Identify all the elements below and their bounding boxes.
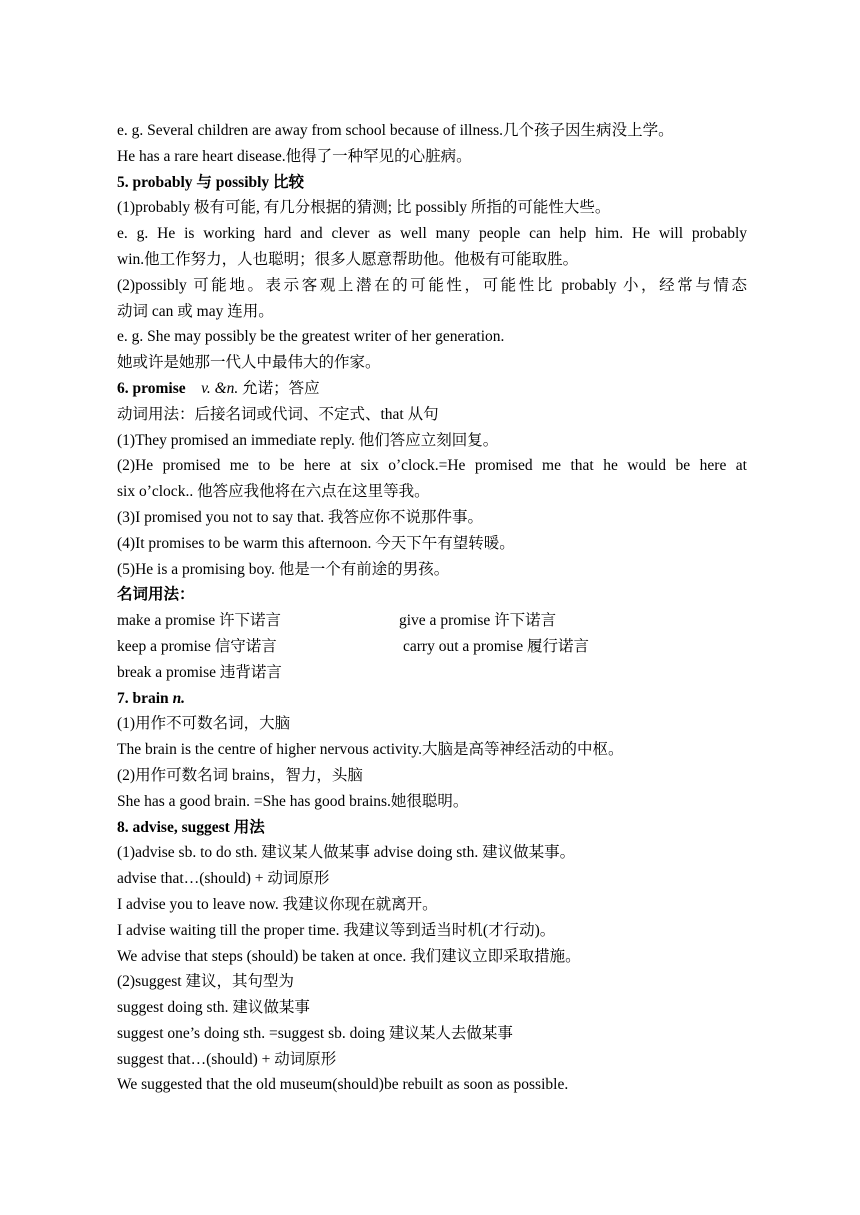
example-line: e. g. He is working hard and clever as well many people can help him. He will probably: [117, 225, 747, 243]
heading-word: 7. brain: [117, 689, 169, 707]
usage-line: suggest that…(should) + 动词原形: [117, 1050, 337, 1068]
definition-line: 动词 can 或 may 连用。: [117, 302, 274, 320]
section-heading-advise-suggest: 8. advise, suggest 用法: [117, 818, 265, 836]
example-line: (2)He promised me to be here at six o’clock.=He promised me that he would be here at: [117, 457, 747, 475]
heading-meaning: 允诺；答应: [242, 379, 320, 397]
usage-line: suggest one’s doing sth. =suggest sb. doing 建议某人去做某事: [117, 1024, 513, 1042]
section-heading-promise: [117, 376, 747, 402]
usage-line: (1)advise sb. to do sth. 建议某人做某事 advise doing sth. 建议做某事。: [117, 844, 576, 862]
example-line: I advise waiting till the proper time. 我建议等到适当时机(才行动)。: [117, 921, 556, 939]
example-line: e. g. Several children are away from school because of illness.几个孩子因生病没上学。: [117, 122, 674, 139]
example-line: e. g. She may possibly be the greatest writer of her generation.: [117, 328, 505, 346]
heading-word: 6. promise: [117, 379, 186, 397]
example-line: He has a rare heart disease.他得了一种罕见的心脏病。: [117, 147, 472, 165]
usage-line: 动词用法：后接名词或代词、不定式、that 从句: [117, 405, 439, 423]
example-line: (4)It promises to be warm this afternoon. 今天下午有望转暖。: [117, 534, 515, 552]
phrase: carry out a promise 履行诺言: [403, 637, 589, 655]
example-line: win.他工作努力，人也聪明；很多人愿意帮助他。他极有可能取胜。: [117, 250, 579, 268]
phrase-row: [117, 634, 747, 660]
example-line: I advise you to leave now. 我建议你现在就离开。: [117, 895, 438, 913]
phrase: make a promise 许下诺言: [117, 612, 282, 630]
definition-line: (2)suggest 建议，其句型为: [117, 973, 294, 991]
definition-line: (1)probably 极有可能, 有几分根据的猜测; 比 possibly 所指的可能性大些。: [117, 199, 611, 217]
definition-line: (1)用作不可数名词，大脑: [117, 715, 291, 733]
phrase: break a promise 违背诺言: [117, 663, 282, 681]
example-line: (5)He is a promising boy. 他是一个有前途的男孩。: [117, 560, 450, 578]
example-line: (1)They promised an immediate reply. 他们答应立刻回复。: [117, 431, 499, 449]
example-line: (3)I promised you not to say that. 我答应你不说那件事。: [117, 508, 483, 526]
usage-line: advise that…(should) + 动词原形: [117, 870, 330, 888]
example-line: six o’clock.. 他答应我他将在六点在这里等我。: [117, 483, 430, 501]
translation-line: 她或许是她那一代人中最伟大的作家。: [117, 354, 381, 372]
phrase-row: [117, 608, 747, 634]
phrase: keep a promise 信守诺言: [117, 637, 277, 655]
example-line: We advise that steps (should) be taken at once. 我们建议立即采取措施。: [117, 947, 581, 965]
section-heading-brain: [117, 686, 747, 712]
document-body: [117, 118, 747, 1098]
phrase: give a promise 许下诺言: [399, 612, 557, 630]
definition-line: (2)possibly 可能地。表示客观上潜在的可能性，可能性比 probably 小，经常与情态: [117, 276, 747, 294]
subheading-noun-usage: 名词用法：: [117, 586, 195, 604]
example-line: She has a good brain. =She has good brains.她很聪明。: [117, 792, 469, 810]
usage-line: suggest doing sth. 建议做某事: [117, 999, 310, 1017]
section-heading-probably-possibly: 5. probably 与 possibly 比较: [117, 173, 305, 191]
example-line: The brain is the centre of higher nervous activity.大脑是高等神经活动的中枢。: [117, 741, 624, 759]
part-of-speech: n.: [172, 689, 186, 707]
part-of-speech: v. &n.: [201, 379, 239, 397]
example-line: We suggested that the old museum(should)be rebuilt as soon as possible.: [117, 1076, 569, 1094]
definition-line: (2)用作可数名词 brains，智力，头脑: [117, 766, 363, 784]
